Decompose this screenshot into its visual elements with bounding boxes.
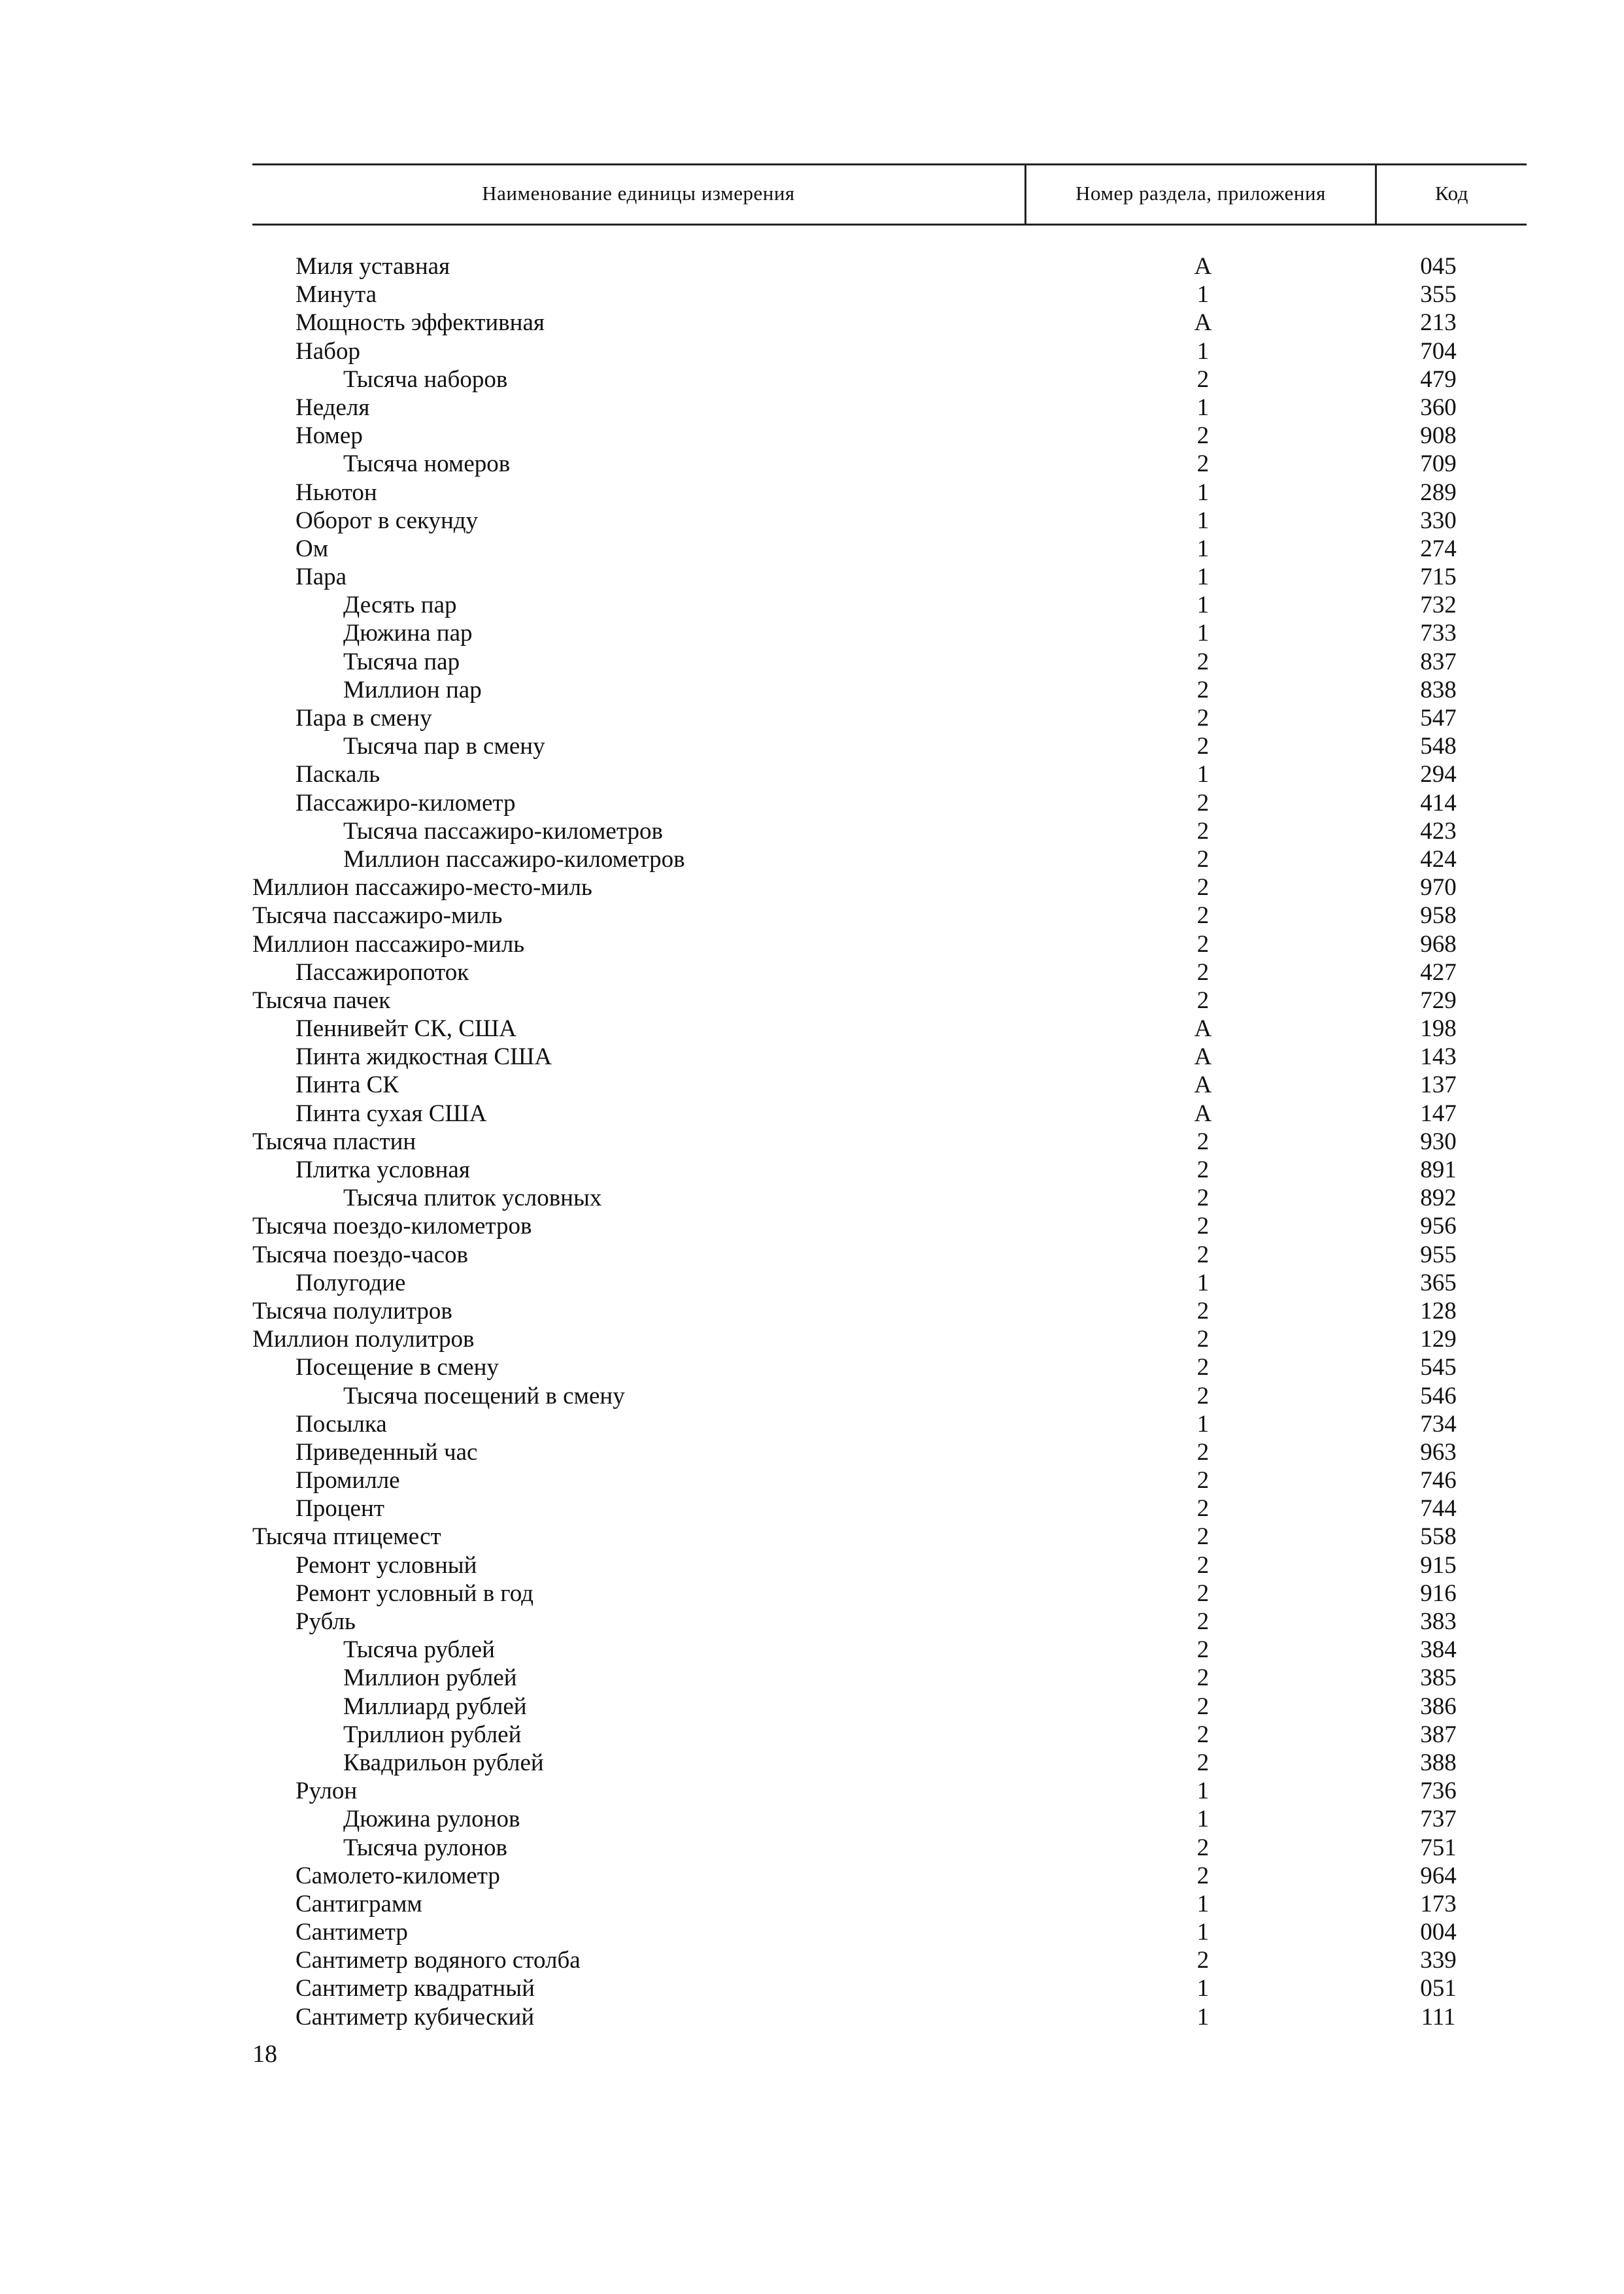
unit-code: 958 — [1420, 902, 1457, 930]
table-row — [0, 1410, 1624, 1438]
section-number: 1 — [1196, 1806, 1210, 1833]
section-number: 1 — [1196, 761, 1210, 788]
section-number: 1 — [1196, 1778, 1210, 1805]
section-number: 1 — [1196, 592, 1210, 619]
section-number: 1 — [1196, 479, 1210, 506]
unit-code: 365 — [1420, 1269, 1457, 1296]
section-number: 2 — [1196, 1241, 1210, 1268]
unit-code: 355 — [1420, 281, 1457, 309]
unit-code: 213 — [1420, 309, 1457, 337]
unit-name: Тысяча посещений в смену — [343, 1382, 625, 1409]
unit-name: Миллион пар — [343, 676, 482, 703]
unit-name: Ремонт условный в год — [296, 1579, 533, 1607]
unit-code: 547 — [1420, 705, 1457, 732]
unit-code: 129 — [1420, 1326, 1457, 1353]
unit-code: 545 — [1420, 1354, 1457, 1381]
unit-name: Номер — [296, 422, 363, 450]
table-row — [0, 1721, 1624, 1749]
table-row — [0, 1579, 1624, 1608]
section-number: 2 — [1196, 422, 1210, 450]
unit-code: 339 — [1420, 1947, 1457, 1974]
table-row — [0, 535, 1624, 563]
unit-code: 968 — [1420, 930, 1457, 958]
header-bottom-rule — [252, 224, 1527, 226]
unit-name: Триллион рублей — [343, 1721, 522, 1748]
section-number: 1 — [1196, 337, 1210, 365]
table-row — [0, 1523, 1624, 1551]
unit-code: 737 — [1420, 1806, 1457, 1833]
unit-name: Ремонт условный — [296, 1551, 477, 1579]
section-number: 2 — [1196, 705, 1210, 732]
table-row — [0, 1212, 1624, 1240]
table-row — [0, 1608, 1624, 1636]
unit-code: 956 — [1420, 1213, 1457, 1240]
table-row — [0, 1071, 1624, 1099]
section-number: 2 — [1196, 1185, 1210, 1212]
table-row — [0, 1946, 1624, 1974]
unit-name: Сантиметр кубический — [296, 2003, 535, 2031]
table-row — [0, 760, 1624, 788]
unit-code: 137 — [1420, 1071, 1457, 1099]
section-number: 2 — [1196, 676, 1210, 703]
unit-code: 955 — [1420, 1241, 1457, 1268]
unit-code: 891 — [1420, 1156, 1457, 1183]
unit-code: 385 — [1420, 1664, 1457, 1692]
table-row — [0, 591, 1624, 619]
table-row — [0, 252, 1624, 280]
unit-code: 838 — [1420, 676, 1457, 703]
section-number: 2 — [1196, 450, 1210, 478]
unit-name: Сантиметр квадратный — [296, 1975, 535, 2002]
table-row — [0, 1241, 1624, 1269]
table-row — [0, 817, 1624, 845]
section-number: 2 — [1196, 1438, 1210, 1466]
table-row — [0, 958, 1624, 987]
section-number: 2 — [1196, 987, 1210, 1014]
unit-code: 744 — [1420, 1495, 1457, 1523]
section-number: 2 — [1196, 845, 1210, 873]
table-row — [0, 507, 1624, 535]
unit-name: Рулон — [296, 1778, 358, 1805]
section-number: 2 — [1196, 1156, 1210, 1183]
unit-name: Миллион полулитров — [252, 1326, 475, 1353]
section-number: 2 — [1196, 1495, 1210, 1523]
table-row — [0, 873, 1624, 902]
unit-code: 715 — [1420, 564, 1457, 591]
unit-code: 916 — [1420, 1579, 1457, 1607]
section-number: 1 — [1196, 1890, 1210, 1917]
table-row — [0, 1890, 1624, 1918]
unit-code: 704 — [1420, 337, 1457, 365]
section-number: 1 — [1196, 535, 1210, 562]
unit-name: Паскаль — [296, 761, 381, 788]
unit-name: Десять пар — [343, 592, 457, 619]
column-header-name: Наименование единицы измерения — [482, 182, 795, 205]
unit-name: Тысяча пачек — [252, 987, 391, 1014]
section-number: А — [1194, 1015, 1212, 1043]
section-number: 1 — [1196, 1410, 1210, 1438]
unit-name: Сантиграмм — [296, 1890, 422, 1917]
unit-name: Пеннивейт СК, США — [296, 1015, 517, 1043]
unit-name: Мощность эффективная — [296, 309, 545, 337]
unit-code: 045 — [1420, 253, 1457, 280]
unit-name: Оборот в секунду — [296, 507, 479, 534]
unit-name: Рубль — [296, 1608, 356, 1635]
table-row — [0, 1862, 1624, 1890]
unit-name: Набор — [296, 337, 360, 365]
section-number: 2 — [1196, 1213, 1210, 1240]
table-row — [0, 1805, 1624, 1833]
unit-name: Промилле — [296, 1467, 400, 1494]
unit-code: 387 — [1420, 1721, 1457, 1748]
section-number: 2 — [1196, 1862, 1210, 1889]
page-number: 18 — [252, 2040, 277, 2068]
unit-code: 143 — [1420, 1043, 1457, 1071]
table-row — [0, 1184, 1624, 1212]
unit-code: 360 — [1420, 394, 1457, 421]
unit-name: Тысяча пассажиро-миль — [252, 902, 503, 930]
unit-name: Пара — [296, 564, 347, 591]
section-number: 2 — [1196, 1947, 1210, 1974]
table-row — [0, 1466, 1624, 1494]
section-number: 2 — [1196, 1467, 1210, 1494]
section-number: 2 — [1196, 789, 1210, 817]
unit-name: Тысяча пластин — [252, 1128, 416, 1155]
unit-name: Минута — [296, 281, 377, 309]
section-number: 1 — [1196, 394, 1210, 421]
unit-code: 732 — [1420, 592, 1457, 619]
table-row — [0, 1974, 1624, 2002]
table-row — [0, 1438, 1624, 1466]
unit-code: 128 — [1420, 1297, 1457, 1324]
table-row — [0, 648, 1624, 676]
table-row — [0, 1325, 1624, 1353]
unit-name: Тысяча рублей — [343, 1636, 495, 1664]
unit-name: Миллион рублей — [343, 1664, 517, 1692]
unit-name: Тысяча птицемест — [252, 1523, 441, 1551]
section-number: 1 — [1196, 1919, 1210, 1946]
table-row — [0, 1128, 1624, 1156]
section-number: 2 — [1196, 648, 1210, 675]
column-header-section: Номер раздела, приложения — [1075, 182, 1326, 205]
table-row — [0, 309, 1624, 337]
table-row — [0, 450, 1624, 478]
unit-name: Неделя — [296, 394, 370, 421]
unit-name: Пассажиро-километр — [296, 789, 516, 817]
table-row — [0, 902, 1624, 930]
table-row — [0, 337, 1624, 365]
section-number: 2 — [1196, 1326, 1210, 1353]
unit-name: Сантиметр водяного столба — [296, 1947, 581, 1974]
unit-name: Полугодие — [296, 1269, 406, 1296]
unit-name: Посылка — [296, 1410, 387, 1438]
unit-code: 548 — [1420, 733, 1457, 760]
section-number: 2 — [1196, 1834, 1210, 1861]
unit-code: 736 — [1420, 1778, 1457, 1805]
unit-name: Тысяча номеров — [343, 450, 511, 478]
section-number: А — [1194, 1100, 1212, 1127]
table-row — [0, 563, 1624, 591]
unit-code: 970 — [1420, 874, 1457, 902]
unit-code: 427 — [1420, 958, 1457, 986]
unit-name: Процент — [296, 1495, 384, 1523]
unit-name: Тысяча поездо-километров — [252, 1213, 532, 1240]
section-number: 1 — [1196, 620, 1210, 647]
unit-code: 837 — [1420, 648, 1457, 675]
table-row — [0, 930, 1624, 958]
table-row — [0, 1636, 1624, 1664]
unit-code: 558 — [1420, 1523, 1457, 1551]
table-row — [0, 1156, 1624, 1184]
section-number: 2 — [1196, 902, 1210, 930]
unit-code: 746 — [1420, 1467, 1457, 1494]
unit-name: Тысяча плиток условных — [343, 1185, 602, 1212]
unit-code: 751 — [1420, 1834, 1457, 1861]
unit-name: Дюжина пар — [343, 620, 473, 647]
section-number: 2 — [1196, 1523, 1210, 1551]
unit-code: 424 — [1420, 845, 1457, 873]
unit-code: 908 — [1420, 422, 1457, 450]
section-number: А — [1194, 1071, 1212, 1099]
unit-name: Тысяча наборов — [343, 365, 508, 393]
unit-code: 930 — [1420, 1128, 1457, 1155]
table-row — [0, 1382, 1624, 1410]
table-row — [0, 1834, 1624, 1862]
unit-name: Тысяча поездо-часов — [252, 1241, 468, 1268]
unit-code: 423 — [1420, 817, 1457, 845]
section-number: А — [1194, 309, 1212, 337]
unit-code: 274 — [1420, 535, 1457, 562]
unit-name: Миллион пассажиро-километров — [343, 845, 685, 873]
section-number: 2 — [1196, 1721, 1210, 1748]
table-row — [0, 1918, 1624, 1946]
table-row — [0, 1693, 1624, 1721]
table-row — [0, 704, 1624, 732]
section-number: 2 — [1196, 1636, 1210, 1664]
section-number: 2 — [1196, 1551, 1210, 1579]
table-row — [0, 479, 1624, 507]
section-number: А — [1194, 1043, 1212, 1071]
unit-name: Тысяча пар в смену — [343, 733, 545, 760]
table-row — [0, 1043, 1624, 1071]
section-number: 2 — [1196, 817, 1210, 845]
section-number: 2 — [1196, 930, 1210, 958]
unit-code: 915 — [1420, 1551, 1457, 1579]
table-row — [0, 1664, 1624, 1692]
table-row — [0, 732, 1624, 760]
unit-code: 198 — [1420, 1015, 1457, 1043]
unit-code: 383 — [1420, 1608, 1457, 1635]
section-number: 2 — [1196, 1693, 1210, 1720]
unit-name: Пара в смену — [296, 705, 432, 732]
unit-code: 729 — [1420, 987, 1457, 1014]
unit-name: Миллион пассажиро-место-миль — [252, 874, 592, 902]
unit-name: Тысяча полулитров — [252, 1297, 452, 1324]
section-number: 2 — [1196, 874, 1210, 902]
section-number: 2 — [1196, 1608, 1210, 1635]
section-number: 2 — [1196, 1128, 1210, 1155]
unit-code: 294 — [1420, 761, 1457, 788]
unit-code: 289 — [1420, 479, 1457, 506]
table-row — [0, 1777, 1624, 1805]
unit-name: Дюжина рулонов — [343, 1806, 520, 1833]
section-number: 2 — [1196, 365, 1210, 393]
unit-name: Тысяча пассажиро-километров — [343, 817, 663, 845]
table-row — [0, 1353, 1624, 1381]
table-row — [0, 789, 1624, 817]
unit-name: Тысяча пар — [343, 648, 460, 675]
unit-code: 173 — [1420, 1890, 1457, 1917]
table-row — [0, 394, 1624, 422]
unit-name: Посещение в смену — [296, 1354, 499, 1381]
unit-code: 734 — [1420, 1410, 1457, 1438]
unit-name: Тысяча рулонов — [343, 1834, 507, 1861]
unit-code: 892 — [1420, 1185, 1457, 1212]
unit-name: Пинта жидкостная США — [296, 1043, 552, 1071]
unit-code: 330 — [1420, 507, 1457, 534]
table-row — [0, 845, 1624, 873]
unit-code: 004 — [1420, 1919, 1457, 1946]
section-number: 1 — [1196, 1269, 1210, 1296]
section-number: 1 — [1196, 507, 1210, 534]
section-number: 2 — [1196, 1354, 1210, 1381]
unit-name: Ом — [296, 535, 329, 562]
section-number: 1 — [1196, 281, 1210, 309]
table-row — [0, 1297, 1624, 1325]
unit-name: Пинта СК — [296, 1071, 399, 1099]
unit-code: 733 — [1420, 620, 1457, 647]
section-number: 2 — [1196, 1664, 1210, 1692]
table-row — [0, 1269, 1624, 1297]
unit-name: Миллион пассажиро-миль — [252, 930, 525, 958]
unit-code: 111 — [1421, 2003, 1456, 2031]
unit-code: 414 — [1420, 789, 1457, 817]
table-row — [0, 1551, 1624, 1579]
unit-code: 479 — [1420, 365, 1457, 393]
section-number: 2 — [1196, 1382, 1210, 1409]
unit-code: 051 — [1420, 1975, 1457, 2002]
unit-code: 386 — [1420, 1693, 1457, 1720]
unit-name: Самолето-километр — [296, 1862, 500, 1889]
unit-code: 384 — [1420, 1636, 1457, 1664]
unit-code: 546 — [1420, 1382, 1457, 1409]
units-table-body — [0, 252, 1624, 2031]
unit-name: Ньютон — [296, 479, 377, 506]
table-row — [0, 1100, 1624, 1128]
unit-code: 388 — [1420, 1749, 1457, 1776]
unit-name: Пинта сухая США — [296, 1100, 487, 1127]
section-number: 2 — [1196, 1749, 1210, 1776]
section-number: 2 — [1196, 1297, 1210, 1324]
unit-name: Сантиметр — [296, 1919, 408, 1946]
section-number: 2 — [1196, 958, 1210, 986]
section-number: 1 — [1196, 1975, 1210, 2002]
unit-name: Миллиард рублей — [343, 1693, 527, 1720]
table-row — [0, 987, 1624, 1015]
unit-code: 147 — [1420, 1100, 1457, 1127]
table-row — [0, 280, 1624, 309]
unit-name: Пассажиропоток — [296, 958, 469, 986]
unit-name: Приведенный час — [296, 1438, 478, 1466]
table-row — [0, 1494, 1624, 1523]
section-number: 2 — [1196, 733, 1210, 760]
section-number: 1 — [1196, 2003, 1210, 2031]
table-row — [0, 1749, 1624, 1777]
unit-name: Квадрильон рублей — [343, 1749, 544, 1776]
section-number: 1 — [1196, 564, 1210, 591]
table-row — [0, 676, 1624, 704]
table-row — [0, 365, 1624, 394]
table-row — [0, 422, 1624, 450]
unit-code: 963 — [1420, 1438, 1457, 1466]
section-number: А — [1194, 253, 1212, 280]
column-header-code: Код — [1434, 182, 1468, 205]
unit-name: Миля уставная — [296, 253, 450, 280]
unit-code: 709 — [1420, 450, 1457, 478]
section-number: 2 — [1196, 1579, 1210, 1607]
unit-name: Плитка условная — [296, 1156, 470, 1183]
table-row — [0, 619, 1624, 647]
unit-code: 964 — [1420, 1862, 1457, 1889]
table-row — [0, 1015, 1624, 1043]
table-row — [0, 2003, 1624, 2031]
